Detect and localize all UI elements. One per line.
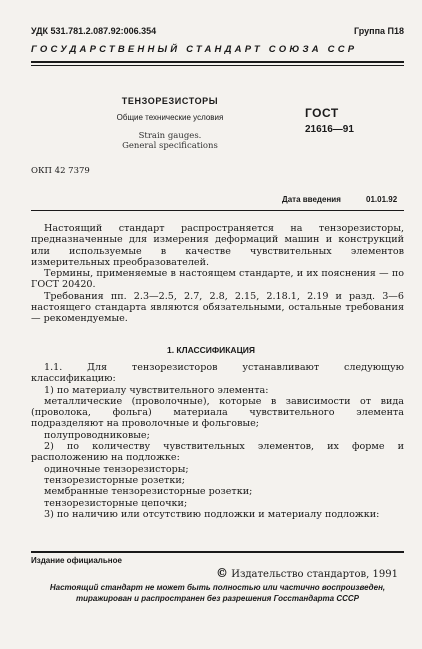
standard-name: ГОСУДАРСТВЕННЫЙ СТАНДАРТ СОЮЗА ССР xyxy=(31,44,358,55)
date-intro-label: Дата введения xyxy=(282,195,341,204)
header-rule-thin xyxy=(31,65,404,66)
date-intro-row xyxy=(282,195,398,204)
copyright xyxy=(216,566,398,580)
gost-number: 21616—91 xyxy=(305,124,354,135)
header-rule-thick xyxy=(31,61,404,63)
english-title-line2: General specifications xyxy=(122,141,218,151)
gost-block xyxy=(305,106,365,135)
okp-code: ОКП 42 7379 xyxy=(31,166,90,176)
section-line: 3) по наличию или отсутствию подложки и материалу подложки: xyxy=(44,508,380,520)
section-line: тензорезисторные цепочки; xyxy=(44,497,188,509)
udk-code: УДК 531.781.2.087.92:006.354 xyxy=(31,26,157,36)
section-line: тензорезисторные розетки; xyxy=(44,474,185,486)
date-intro-value: 01.01.92 xyxy=(366,195,398,204)
section-text xyxy=(31,362,404,520)
intro-paragraph: Настоящий стандарт распространяется на тензорезисторы, предназначенные для измерения деформаций машин и конструкций или используемые в качестве чувствительных элементов измерительных преобразователей. xyxy=(31,223,404,268)
reproduction-notice xyxy=(31,583,404,604)
section-line: 2) по количеству чувствительных элементов, их форме и расположению на подложке: xyxy=(31,441,404,464)
document-subtitle: Общие технические условия xyxy=(116,113,224,122)
title-block xyxy=(95,96,245,151)
notice-line: Настоящий стандарт не может быть полностью или частично воспроизведен, xyxy=(49,583,386,592)
intro-text xyxy=(31,223,404,325)
section-line: одиночные тензорезисторы; xyxy=(44,463,189,475)
section-line: полупроводниковые; xyxy=(44,429,150,441)
copyright-icon: © xyxy=(216,566,229,580)
section-line: мембранные тензорезисторные розетки; xyxy=(44,486,253,498)
english-title-line1: Strain gauges. xyxy=(138,131,202,141)
footer-rule xyxy=(31,551,404,553)
intro-paragraph: Термины, применяемые в настоящем стандарте, и их пояснения — по ГОСТ 20420. xyxy=(31,268,404,291)
copyright-text: Издательство стандартов, 1991 xyxy=(231,569,398,580)
edition-label: Издание официальное xyxy=(31,556,122,565)
gost-label: ГОСТ xyxy=(305,106,339,120)
section-line: 1.1. Для тензорезисторов устанавливают следующую классификацию: xyxy=(31,362,404,385)
date-rule xyxy=(31,210,404,211)
notice-line: тиражирован и распространен без разрешения Госстандарта СССР xyxy=(75,593,359,603)
header-row xyxy=(31,26,404,38)
group-code: Группа П18 xyxy=(353,26,404,36)
section-line: металлические (проволочные), которые в зависимости от вида (проволока, фольга) материала чувствительного элемента подразделяют на проволочные и фольговые; xyxy=(31,395,404,430)
intro-paragraph: Требования пп. 2.3—2.5, 2.7, 2.8, 2.15, 2.18.1, 2.19 и разд. 3—6 настоящего стандарта являются обязательными, остальные требования — рекомендуемые. xyxy=(31,290,404,325)
document-title: ТЕНЗОРЕЗИСТОРЫ xyxy=(121,96,219,106)
section-line: 1) по материалу чувствительного элемента: xyxy=(44,384,269,396)
section-title: 1. КЛАССИФИКАЦИЯ xyxy=(166,345,256,355)
